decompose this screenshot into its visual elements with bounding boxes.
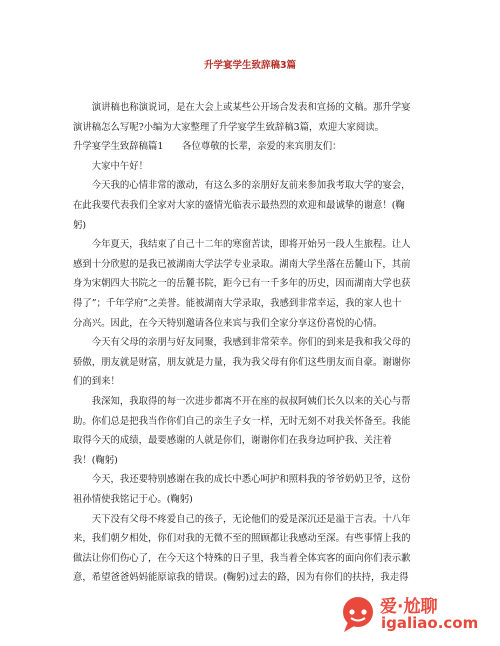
body-text-line: 今天我的心情非常的激动，有这么多的亲朋好友前来参加我考取大学的宴会， — [73, 180, 411, 192]
body-text-line: 演讲稿怎么写呢?小编为大家整理了升学宴学生致辞稿3篇，欢迎大家阅读。 — [73, 121, 384, 133]
chat-bubble-logo-icon — [338, 594, 378, 634]
site-watermark — [338, 590, 488, 638]
body-text-line: 身为宋朝四大书院之一的岳麓书院，距今已有一千多年的历史，因而湖南大学也获 — [73, 278, 411, 290]
body-text-line: 做法让你们伤心了，在今天这个特殊的日子里，我当着全体宾客的面向你们表示歉 — [73, 552, 411, 564]
body-text-line: 升学宴学生致辞稿篇1 各位尊敬的长辈，亲爱的来宾朋友们： — [73, 141, 342, 153]
body-text-line: 骄傲，朋友就是财富，朋友就是力量，我为我父母有你们这些朋友而自豪。谢谢你 — [73, 356, 411, 368]
body-text-line: 我！(鞠躬) — [73, 454, 118, 466]
body-text-line: 来，我们朝夕相处，你们对我的无微不至的照顾都让我感动至深。有些事情上我的 — [73, 533, 411, 545]
watermark-site-name: 爱·尬聊 — [380, 597, 438, 617]
body-text-line: 取得今天的成绩，最要感谢的人就是你们，谢谢你们在我身边呵护我、关注着 — [73, 435, 392, 447]
body-text-line: 演讲稿也称演说词，是在大会上或某些公开场合发表和宣扬的文稿。那升学宴 — [73, 102, 411, 113]
body-text-line: 得了”；千年学府”之美誉。能被湖南大学录取，我感到非常幸运，我的家人也十 — [73, 298, 402, 309]
document-title: 升学宴学生致辞稿3篇 — [203, 60, 297, 71]
body-text-line: 躬) — [73, 219, 87, 231]
body-text-line: 分高兴。因此，在今天特别邀请各位来宾与我们全家分享这份喜悦的心情。 — [73, 317, 383, 329]
watermark-site-url: igaliao.com — [381, 614, 479, 632]
body-text-line: 意，希望爸爸妈妈能原谅我的错误。(鞠躬)过去的路，因为有你们的扶持，我走得 — [73, 572, 409, 584]
body-text-line: 今天有父母的亲朋与好友同聚，我感到非常荣幸。你们的到来是我和我父母的 — [73, 337, 411, 349]
body-text-line: 们的到来！ — [73, 376, 120, 388]
body-text-line: 我深知，我取得的每一次进步都离不开在座的叔叔阿姨们长久以来的关心与帮 — [73, 396, 411, 407]
body-text-line: 助。你们总是把我当作你们自己的亲生子女一样，无时无刻不对我关怀备至。我能 — [73, 415, 411, 427]
body-text-line: 天下没有父母不疼爱自己的孩子，无论他们的爱是深沉还是溢于言表。十八年 — [73, 513, 411, 525]
body-text-line: 在此我要代表我们全家对大家的盛情光临表示最热烈的欢迎和最诚挚的谢意！(鞠 — [73, 200, 405, 211]
body-text-line: 感到十分欣慰的是我已被湖南大学法学专业录取。湖南大学坐落在岳麓山下，其前 — [73, 258, 411, 270]
body-text-line: 今年夏天，我结束了自己十二年的寒窗苦读，即将开始另一段人生旅程。让人 — [73, 239, 411, 251]
body-text-line: 大家中午好！ — [73, 160, 149, 172]
body-text-line: 今天，我还要特别感谢在我的成长中悉心呵护和照料我的爷爷奶奶卫爷，这份 — [73, 474, 411, 486]
body-text-line: 祖孙情使我铭记于心。(鞠躬) — [73, 494, 193, 505]
